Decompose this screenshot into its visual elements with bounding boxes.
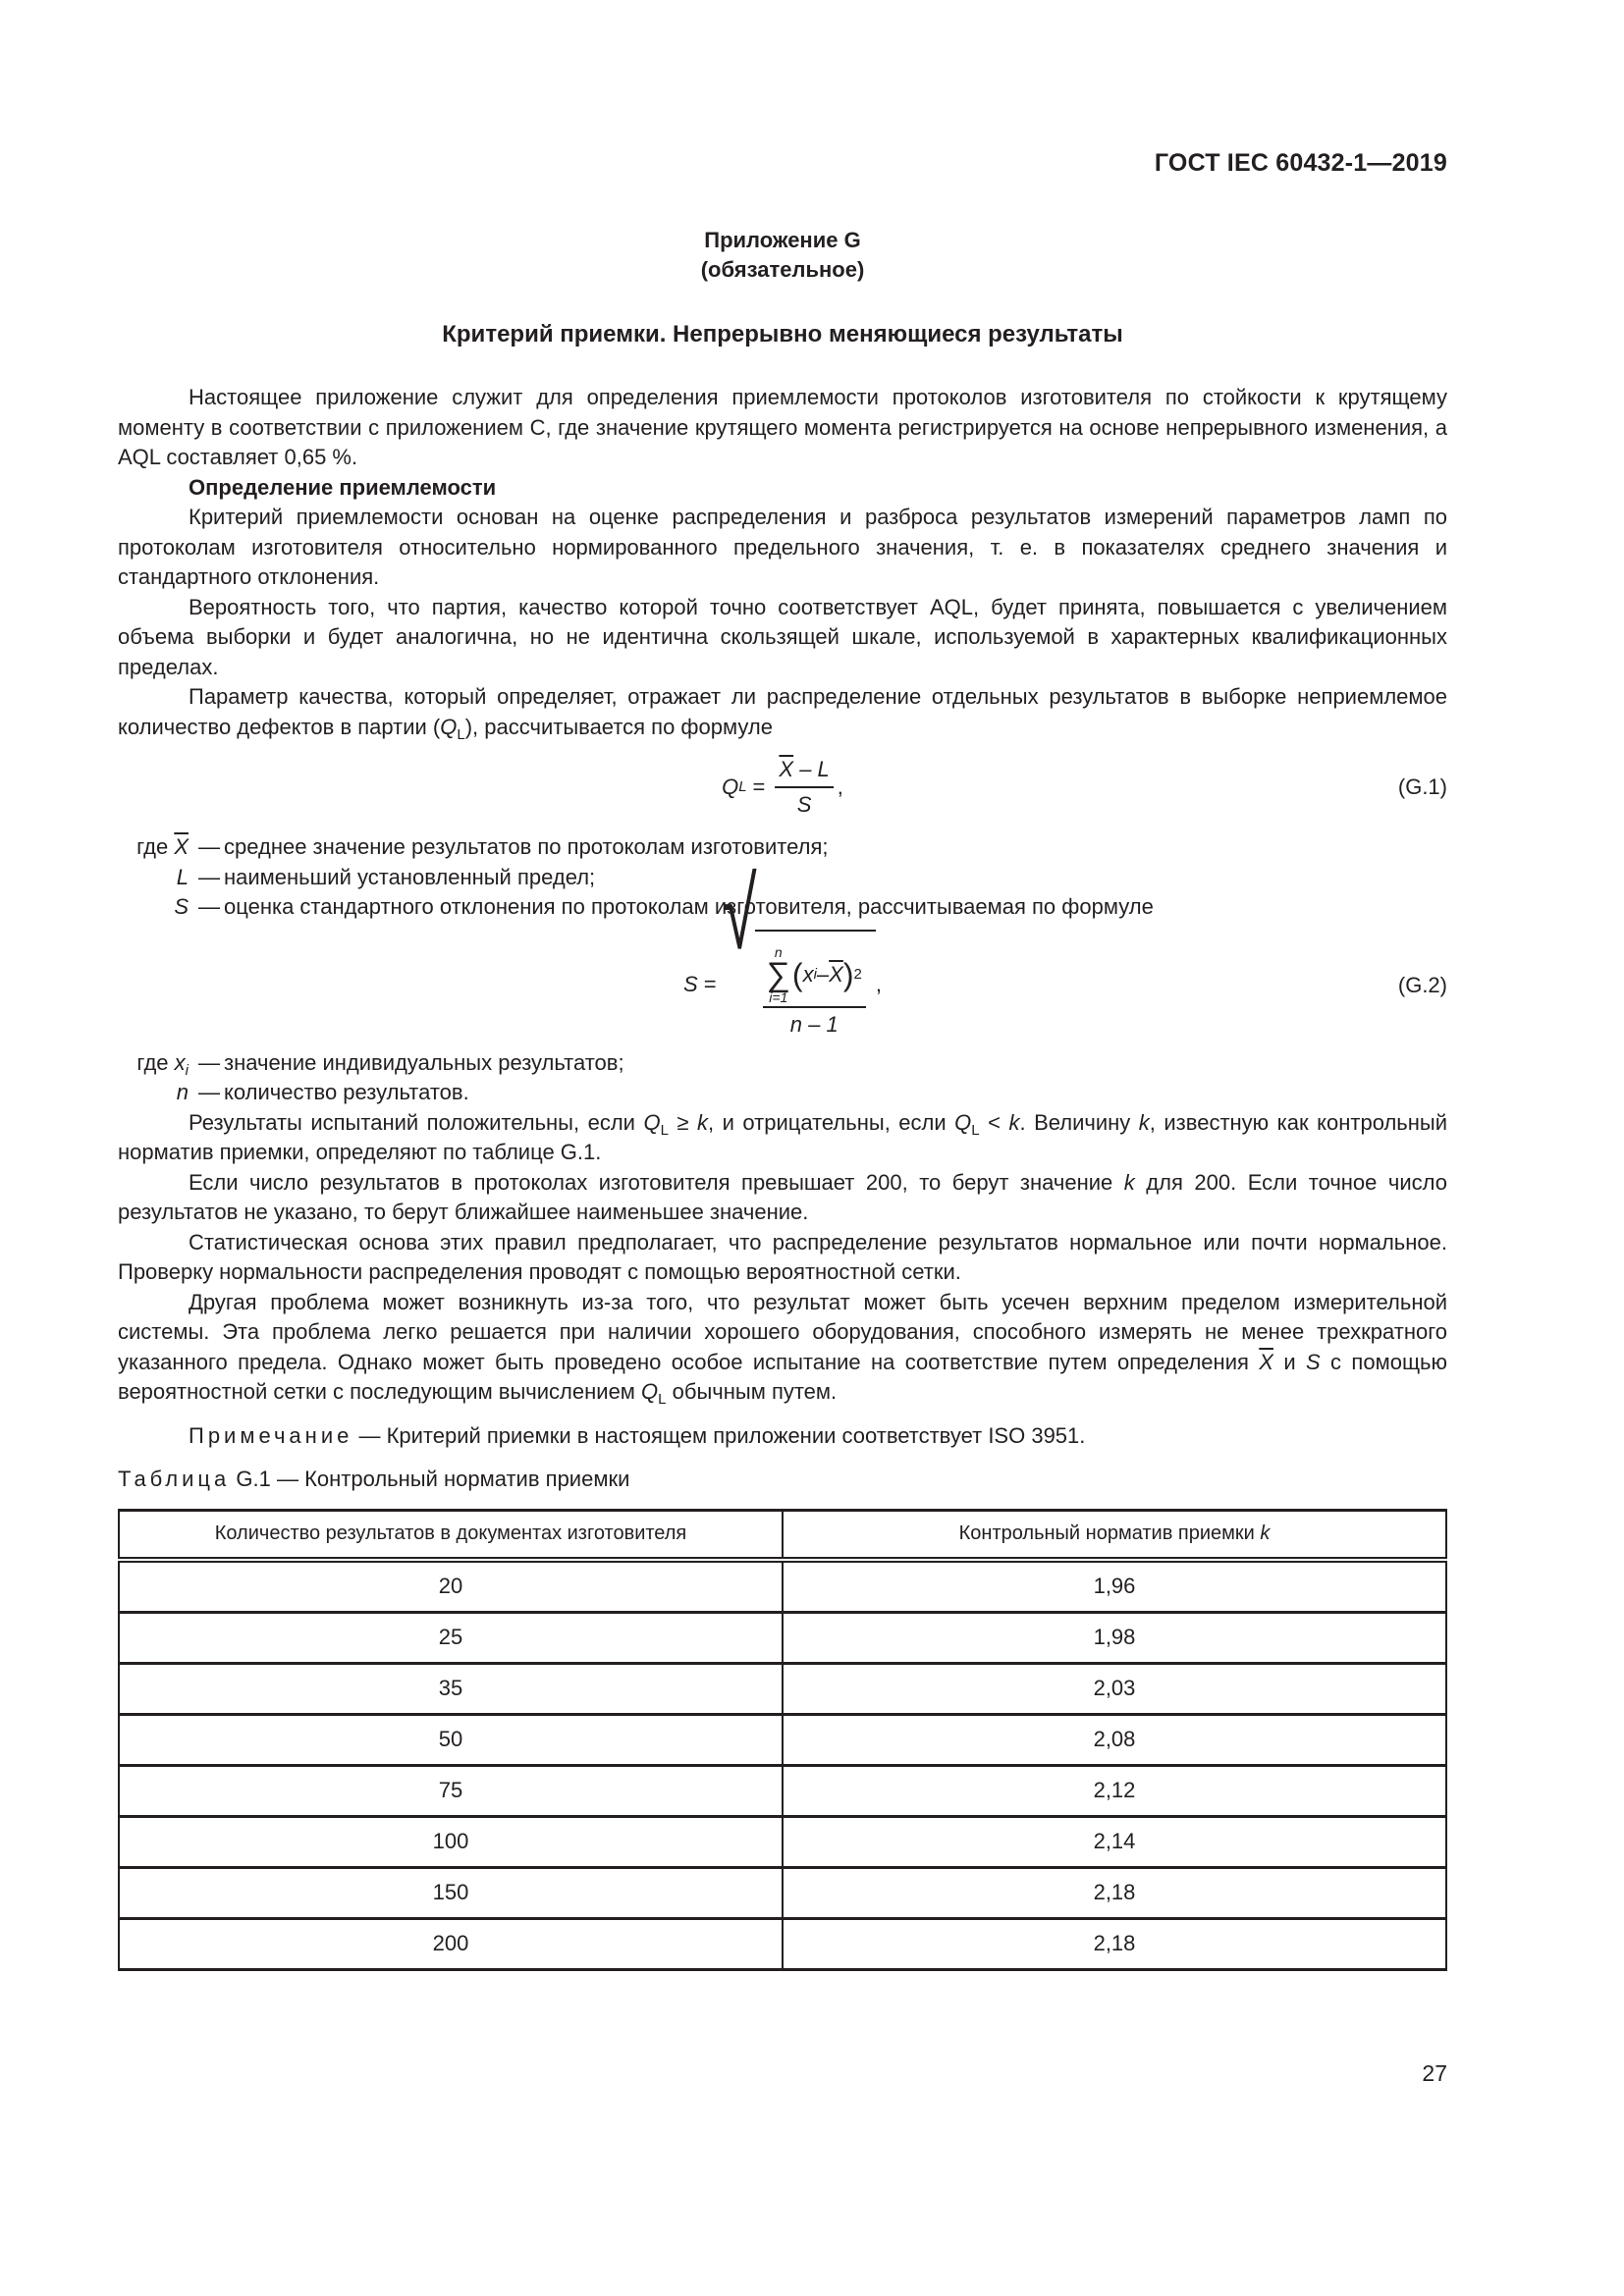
paragraph-intro: Настоящее приложение служит для определения приемлемости протоколов изготовителя по стойкости к крутящему моменту в соответствии с приложением C, где значение крутящего момента регистрируется на основе непрерывного изменения, а AQL составляет 0,65 %.	[118, 385, 1447, 469]
radical-sign-icon: √	[722, 857, 757, 971]
table-row: 35 2,03	[119, 1663, 1446, 1714]
paragraph-over-200: Если число результатов в протоколах изготовителя превышает 200, то берут значение k для 200. Если точное число результатов не указано, то берут ближайшее наименьшее значение.	[118, 1169, 1447, 1224]
summation: n ∑ i=1	[766, 944, 790, 1006]
table-caption: Таблица G.1 — Контрольный норматив приемки	[118, 1467, 630, 1491]
paragraph-truncation: Другая проблема может возникнуть из-за того, что результат может быть усечен верхним пределом измерительной системы. Эта проблема легко решается при наличии хорошего оборудования, способного измерять не менее трехкратного указанного предела. Однако может быть проведено особое испытание на соответствие путем определения $\overline{X}$ и S с помощью вероятностной сетки с последующим вычислением $Q_L$ обычным путем.	[118, 1289, 1448, 1408]
paragraph-criterion: Критерий приемлемости основан на оценке распределения и разброса результатов измерений параметров ламп по протоколам изготовителя относительно нормированного предельного значения, т. е. в показателях среднего значения и стандартного отклонения.	[118, 505, 1447, 589]
page-number: 27	[1422, 2060, 1447, 2086]
table-row: 50 2,08	[119, 1714, 1446, 1765]
document-body	[118, 383, 1447, 1971]
section-title: Критерий приемки. Непрерывно меняющиеся результаты	[442, 321, 1123, 347]
annex-title: Приложение G	[704, 228, 861, 252]
acceptance-table-g1	[118, 1509, 1447, 1971]
column-header-k: Контрольный норматив приемки k	[783, 1510, 1446, 1560]
annex-heading	[118, 226, 1447, 285]
annex-status: (обязательное)	[700, 257, 865, 282]
formula-g2: S = √ n ∑ i=1 ( x i – $\overline{X}$ ) 2 n – 1 , (G.2)	[118, 923, 1447, 1048]
table-row: 200 2,18	[119, 1918, 1446, 1969]
equation-number-g2: (G.2)	[1397, 972, 1447, 997]
paragraph-quality-parameter: Параметр качества, который определяет, отражает ли распределение отдельных результатов в выборке неприемлемое количество дефектов в партии $(Q_L)$, рассчитывается по формуле	[118, 684, 1447, 743]
subheading-acceptability: Определение приемлемости	[189, 474, 497, 500]
column-header-count: Количество результатов в документах изготовителя	[119, 1510, 783, 1560]
paragraph-test-results: Результаты испытаний положительны, если $Q_L \ge k$, и отрицательны, если $Q_L < k$. Величину k, известную как контрольный норматив приемки, определяют по таблице G.1.	[118, 1109, 1447, 1164]
table-header-row	[119, 1510, 1446, 1560]
standard-header: ГОСТ IEC 60432-1—2019	[1154, 149, 1447, 177]
table-row: 25 1,98	[119, 1612, 1446, 1663]
equation-number-g1: (G.1)	[1397, 774, 1447, 799]
note: Примечание — Критерий приемки в настоящем приложении соответствует ISO 3951.	[189, 1422, 1086, 1448]
note-label: Примечание	[189, 1422, 353, 1448]
legend-g1: где $\overline{X}$ — среднее значение результатов по протоколам изготовителя; L — наименьший установленный предел; S — оценка стандартного отклонения по протоколам изготовителя, рассчитываемая по формуле	[136, 834, 1154, 919]
fraction: $\frac{\overline{X} - L}{S}$	[775, 755, 833, 821]
sigma-icon: ∑	[766, 956, 790, 994]
square-root: √ n ∑ i=1 ( x i – $\overline{X}$ ) 2 n – 1	[723, 930, 876, 1041]
formula-g1: Q L = $\frac{\overline{X} - L}{S}$ , (G.1)	[118, 742, 1447, 832]
table-row: 100 2,14	[119, 1816, 1446, 1867]
table-row: 150 2,18	[119, 1867, 1446, 1918]
table-row: 20 1,96	[119, 1560, 1446, 1613]
paragraph-probability: Вероятность того, что партия, качество которой точно соответствует AQL, будет принята, повышается с увеличением объема выборки и будет аналогична, но не идентична скользящей шкале, используемой в характерных квалификационных пределах.	[118, 594, 1447, 679]
table-row: 75 2,12	[119, 1765, 1446, 1816]
legend-g2: где $x_i$ — значение индивидуальных результатов; n — количество результатов.	[136, 1049, 624, 1104]
paragraph-statistics: Статистическая основа этих правил предполагает, что распределение результатов нормальное или почти нормальное. Проверку нормальности распределения проводят с помощью вероятностной сетки.	[118, 1229, 1447, 1284]
